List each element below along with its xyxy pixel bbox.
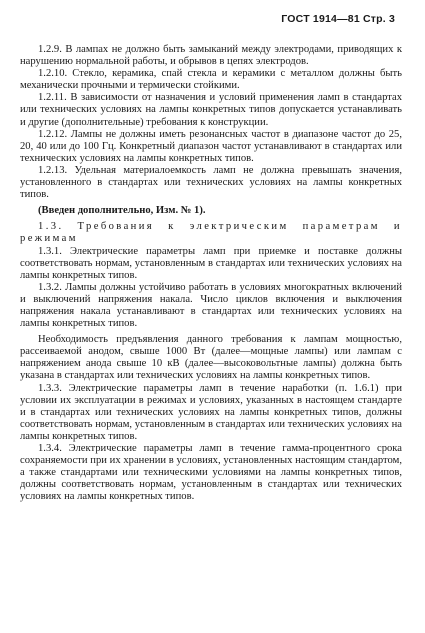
- clause-1-2-11: 1.2.11. В зависимости от назначения и условий применения ламп в стандартах или технических условиях на лампы конкретных типов допускается устанавливать и другие (дополнительные) требования к конструкции.: [20, 92, 402, 128]
- clause-1-3-3: 1.3.3. Электрические параметры ламп в течение наработки (п. 1.6.1) при условии их эксплуатации в режимах и условиях, указанных в настоящем стандарте и в стандартах или технических условиях на лампы конкретных типов, должны соответствовать нормам, установленным в стандартах или технических условиях на лампы конкретных типов.: [20, 382, 402, 442]
- amendment-note: (Введен дополнительно, Изм. № 1).: [38, 205, 206, 217]
- clause-1-3-4: 1.3.4. Электрические параметры ламп в течение гамма-процентного срока сохраняемости при их хранении в условиях, установленных настоящим стандартом, а также стандартами или техническими условиями на лампы конкретных типов, должны соответствовать нормам, установленным в стандартах или технических условиях на лампы конкретных типов.: [20, 443, 402, 503]
- clause-1-2-9: 1.2.9. В лампах не должно быть замыканий между электродами, приводящих к нарушению нормальной работы, и обрывов в цепях электродов.: [20, 44, 402, 68]
- clause-1-2-10: 1.2.10. Стекло, керамика, спай стекла и керамики с металлом должны быть механически прочными и термически стойкими.: [20, 68, 402, 92]
- clause-1-3-2: 1.3.2. Лампы должны устойчиво работать в условиях многократных включений и выключений напряжения накала. Число циклов включения и выключения напряжения накала устанавливают в стандартах или технических условиях на лампы конкретных типов.: [20, 281, 402, 330]
- clause-1-3-1: 1.3.1. Электрические параметры ламп при приемке и поставке должны соответствовать нормам, установленным в стандартах или технических условиях на лампы конкретных типов.: [20, 245, 402, 281]
- section-heading-1-3: 1.3. Требования к электрическим параметрам и режимам: [20, 221, 402, 245]
- clause-1-2-13: 1.2.13. Удельная материалоемкость ламп не должна превышать значения, установленного в стандартах или технических условиях на лампы конкретных типов.: [20, 164, 402, 201]
- document-body: [20, 44, 402, 503]
- page-header: ГОСТ 1914—81 Стр. 3: [281, 13, 395, 25]
- clause-1-2-12: 1.2.12. Лампы не должны иметь резонансных частот в диапазоне частот до 25, 20, 40 или до 100 Гц. Конкретный диапазон частот устанавливают в стандартах или технических условиях на лампы конкретных типов.: [20, 128, 402, 164]
- clause-1-3-2-note: Необходимость предъявления данного требования к лампам мощностью, рассеиваемой анодом, свыше 1000 Вт (далее—мощные лампы) или лампам с напряжением анода свыше 10 кВ (далее—высоковольтные лампы) должна быть указана в стандартах или технических условиях на лампы конкретных типов.: [20, 334, 402, 382]
